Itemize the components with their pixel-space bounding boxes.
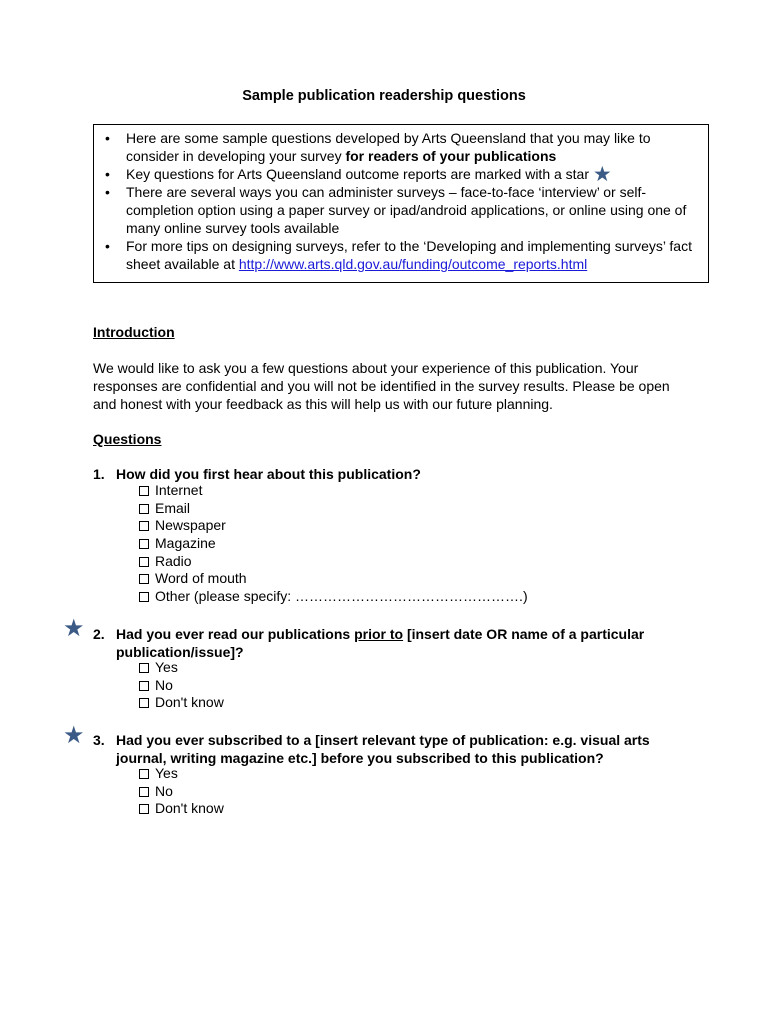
info-bullet-1 (94, 129, 708, 165)
introduction-text: We would like to ask you a few questions about your experience of this publication. Your responses are confidential and you will not be identified in the survey results. Please be open and honest with your feedback as this will help us with our future planning. (93, 360, 670, 412)
option-label: Newspaper (155, 517, 226, 534)
introduction-heading: Introduction (93, 324, 175, 340)
option-email[interactable] (139, 500, 528, 518)
option-dont-know[interactable] (139, 694, 224, 712)
option-magazine[interactable] (139, 535, 528, 553)
option-label: Internet (155, 482, 203, 498)
checkbox[interactable] (139, 769, 149, 779)
star-icon: ★ (63, 722, 85, 749)
option-yes[interactable] (139, 659, 224, 677)
option-radio[interactable] (139, 553, 528, 571)
checkbox[interactable] (139, 486, 149, 496)
question-3-number: 3. (93, 732, 105, 748)
option-word-of-mouth[interactable] (139, 570, 528, 588)
question-2 (93, 625, 683, 661)
option-label: Email (155, 499, 191, 516)
info-bullet-2 (94, 163, 708, 186)
star-icon: ★ (592, 163, 612, 186)
info-bullet-4 (94, 237, 708, 273)
option-label: Magazine (155, 535, 216, 552)
question-2-options (139, 659, 224, 712)
info-bullet-2-text: Key questions for Arts Queensland outcome reports are marked with a star (126, 166, 590, 182)
info-bullet-3 (94, 183, 708, 237)
option-no[interactable] (139, 783, 224, 801)
checkbox[interactable] (139, 681, 149, 691)
option-label: Yes (155, 659, 178, 675)
info-bullet-3-text: There are several ways you can administer surveys – face-to-face ‘interview’ or self-completion option using a paper survey or ipad/android applications, or online using one of many online survey tools available (126, 184, 687, 236)
option-label: Word of mouth (155, 570, 247, 587)
question-2-text-underlined: prior to (354, 626, 404, 642)
option-label: No (155, 676, 173, 693)
question-1-options (139, 482, 528, 606)
checkbox[interactable] (139, 804, 149, 814)
checkbox[interactable] (139, 663, 149, 673)
checkbox[interactable] (139, 698, 149, 708)
option-label: Radio (155, 552, 192, 569)
page-title: Sample publication readership questions (242, 88, 526, 104)
checkbox[interactable] (139, 521, 149, 531)
questions-heading: Questions (93, 431, 162, 447)
option-label: Yes (155, 765, 178, 781)
question-3-options (139, 765, 224, 818)
checkbox[interactable] (139, 557, 149, 567)
question-3-text: Had you ever subscribed to a [insert relevant type of publication: e.g. visual arts journal, writing magazine etc.] before you subscribed to this publication? (116, 732, 650, 766)
option-label: Don't know (155, 694, 224, 711)
checkbox[interactable] (139, 574, 149, 584)
info-bullet-1-text: Here are some sample questions developed by Arts Queensland that you may like to consider in developing your survey (126, 130, 651, 164)
option-newspaper[interactable] (139, 517, 528, 535)
checkbox[interactable] (139, 539, 149, 549)
checkbox[interactable] (139, 787, 149, 797)
question-1-text: How did you first hear about this publication? (116, 466, 421, 482)
info-bullet-1-bold: for readers of your publications (345, 148, 557, 164)
question-2-text-a: Had you ever read our publications (116, 626, 355, 642)
option-no[interactable] (139, 677, 224, 695)
option-yes[interactable] (139, 765, 224, 783)
question-1 (93, 465, 683, 483)
option-label: No (155, 782, 173, 799)
question-3 (93, 731, 683, 767)
option-label: Don't know (155, 800, 224, 817)
checkbox[interactable] (139, 592, 149, 602)
checkbox[interactable] (139, 504, 149, 514)
info-list (94, 129, 708, 273)
option-other[interactable] (139, 588, 528, 606)
question-1-number: 1. (93, 466, 105, 482)
outcome-reports-link[interactable]: http://www.arts.qld.gov.au/funding/outcome_reports.html (238, 256, 588, 272)
question-2-number: 2. (93, 626, 105, 642)
star-icon: ★ (63, 615, 85, 642)
question-2-text-b: [insert date OR name of a particular publication/issue]? (116, 626, 645, 660)
option-label: Other (please specify: ………………………………………….) (155, 588, 528, 605)
info-box (93, 124, 709, 283)
option-dont-know[interactable] (139, 800, 224, 818)
option-internet[interactable] (139, 482, 528, 500)
question-2-text (116, 625, 683, 661)
info-bullet-4-text: For more tips on designing surveys, refer to the ‘Developing and implementing surveys’ fact sheet available at (126, 238, 692, 272)
